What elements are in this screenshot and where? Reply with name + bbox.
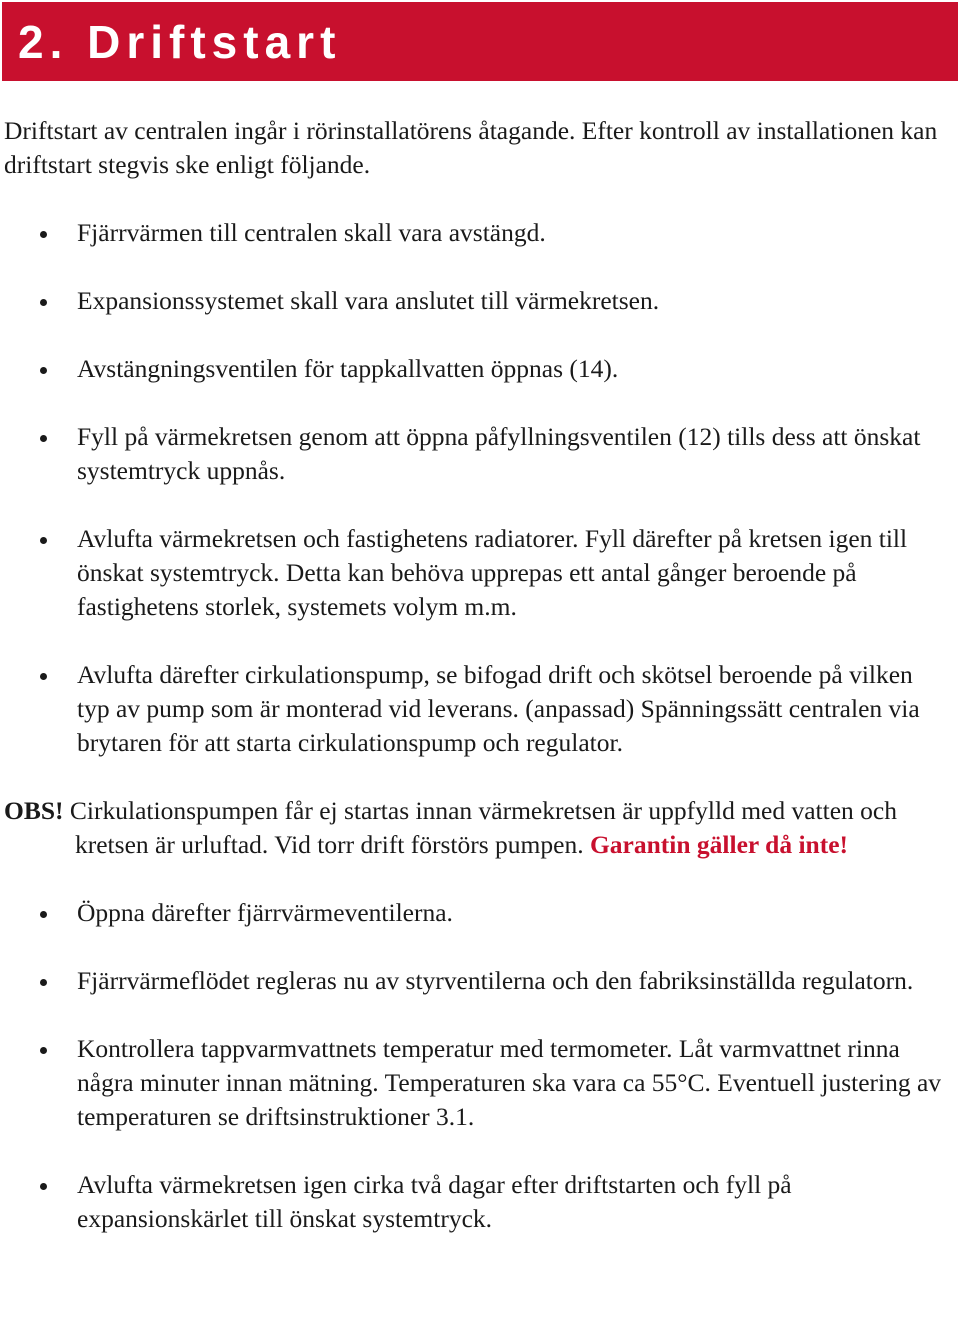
list-item-text: Avstängningsventilen för tappkallvatten öppnas (14).	[77, 354, 619, 383]
list-item	[4, 420, 949, 488]
list-item	[4, 1168, 949, 1236]
list-item-text: Avlufta därefter cirkulationspump, se bifogad drift och skötsel beroende på vilken typ av pump som är monterad vid leverans. (anpassad) Spänningssätt centralen via brytaren för att starta cirkulationspump och regulator.	[77, 660, 920, 757]
obs-label: OBS!	[4, 796, 64, 825]
list-item	[4, 658, 949, 760]
bullet-icon	[40, 979, 47, 986]
list-item-text: Expansionssystemet skall vara anslutet till värmekretsen.	[77, 286, 660, 315]
steps-list-b	[4, 896, 949, 1236]
list-item	[4, 216, 949, 250]
list-item-text: Kontrollera tappvarmvattnets temperatur med termometer. Låt varmvattnet rinna några minuter innan mätning. Temperaturen ska vara ca 55°C. Eventuell justering av temperaturen se driftsinstruktioner 3.1.	[77, 1034, 942, 1131]
obs-note	[4, 794, 949, 862]
bullet-icon	[40, 911, 47, 918]
bullet-icon	[40, 537, 47, 544]
list-item	[4, 1032, 949, 1134]
document-body	[4, 114, 949, 1270]
list-item-text: Fjärrvärmen till centralen skall vara avstängd.	[77, 218, 546, 247]
list-item-text: Öppna därefter fjärrvärmeventilerna.	[77, 898, 453, 927]
steps-list-a	[4, 216, 949, 760]
list-item	[4, 352, 949, 386]
bullet-icon	[40, 367, 47, 374]
obs-text: Cirkulationspumpen får ej startas innan värmekretsen är uppfylld med vatten och kretsen är urluftad. Vid torr drift förstörs pumpen.	[69, 796, 897, 859]
list-item	[4, 964, 949, 998]
list-item-text: Avlufta värmekretsen och fastighetens radiatorer. Fyll därefter på kretsen igen till önskat systemtryck. Detta kan behöva upprepas ett antal gånger beroende på fastighetens storlek, systemets volym m.m.	[77, 524, 908, 621]
bullet-icon	[40, 1047, 47, 1054]
bullet-icon	[40, 1183, 47, 1190]
list-item	[4, 284, 949, 318]
intro-paragraph: Driftstart av centralen ingår i rörinstallatörens åtagande. Efter kontroll av installationen kan driftstart stegvis ske enligt följande.	[4, 116, 938, 179]
section-title: 2. Driftstart	[18, 16, 342, 68]
list-item	[4, 522, 949, 624]
bullet-icon	[40, 673, 47, 680]
section-header-band	[2, 2, 958, 81]
list-item-text: Fyll på värmekretsen genom att öppna påfyllningsventilen (12) tills dess att önskat systemtryck uppnås.	[77, 422, 921, 485]
bullet-icon	[40, 299, 47, 306]
list-item	[4, 896, 949, 930]
list-item-text: Fjärrvärmeflödet regleras nu av styrventilerna och den fabriksinställda regulatorn.	[77, 966, 914, 995]
bullet-icon	[40, 435, 47, 442]
list-item-text: Avlufta värmekretsen igen cirka två dagar efter driftstarten och fyll på expansionskärlet till önskat systemtryck.	[77, 1170, 792, 1233]
warranty-warning: Garantin gäller då inte!	[589, 830, 849, 859]
bullet-icon	[40, 231, 47, 238]
